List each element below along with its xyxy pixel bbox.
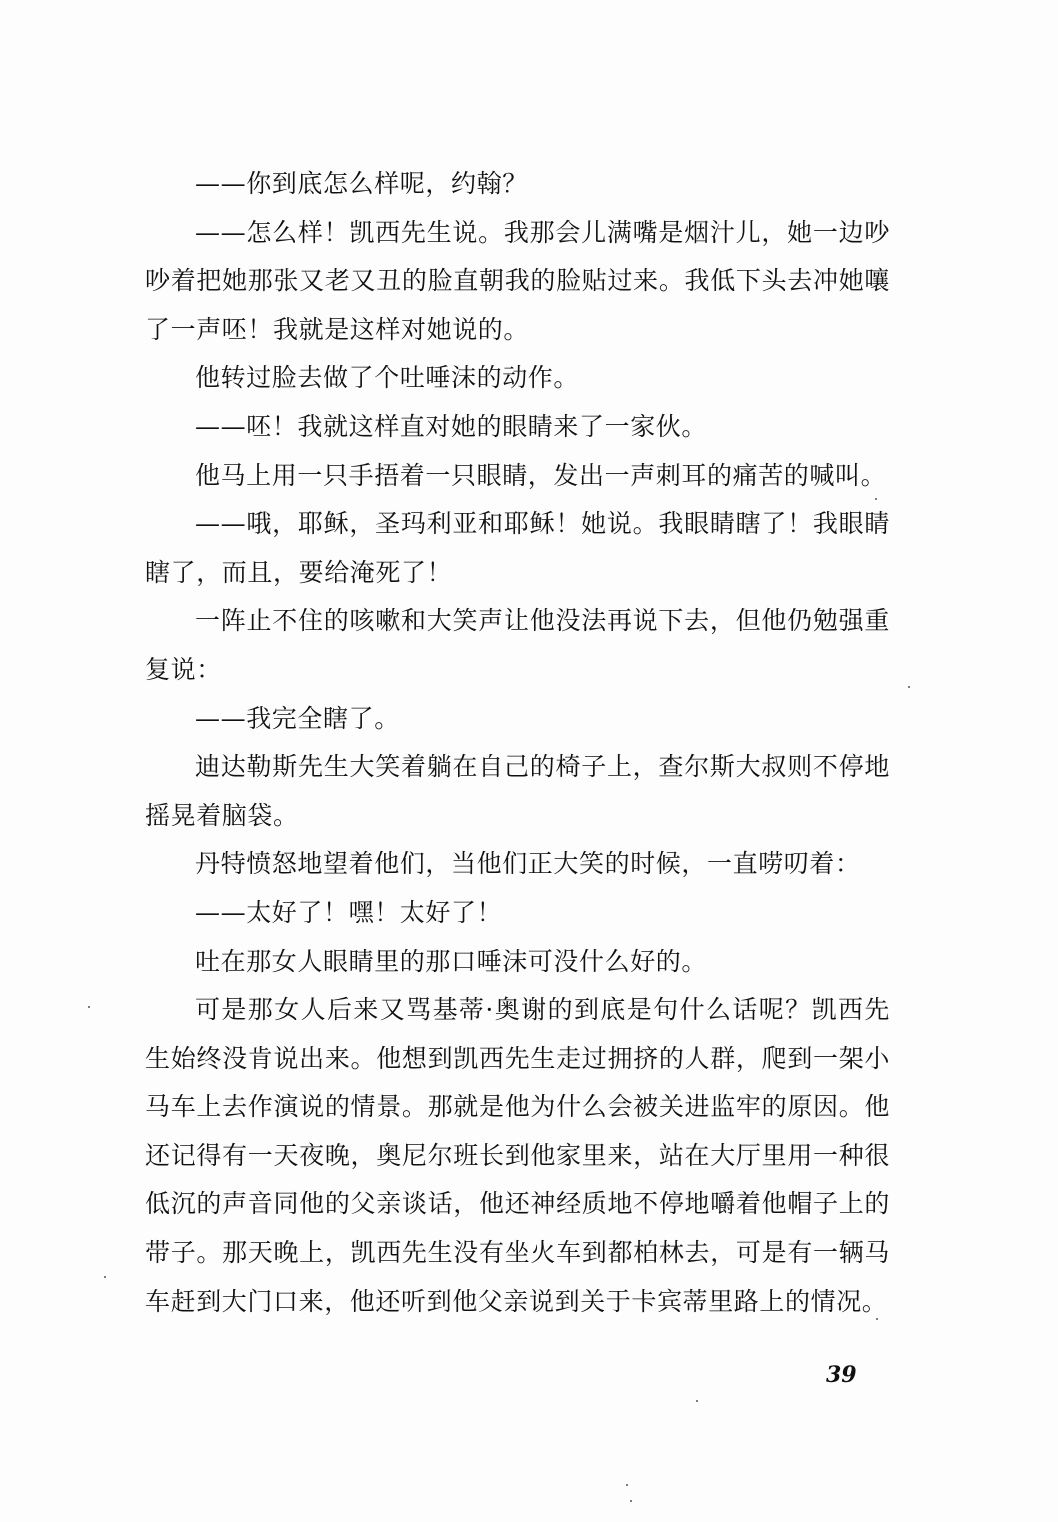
scan-speck [875,498,877,500]
paragraph: 他转过脸去做了个吐唾沫的动作。 [195,363,580,393]
paragraph: 一阵止不住的咳嗽和大笑声让他没法再说下去，但他仍勉强重复说： [145,606,890,684]
paragraph: 可是那女人后来又骂基蒂·奥谢的到底是句什么话呢？凯西先生始终没肯说出来。他想到凯西先生走过拥挤的人群，爬到一架小马车上去作演说的情景。那就是他为什么会被关进监牢的原因。他还记得有一天夜晚，奥尼尔班长到他家里来，站在大厅里用一种很低沉的声音同他的父亲谈话，他还神经质地不停地嚼着他帽子上的带子。那天晚上，凯西先生没有坐火车到都柏林去，可是有一辆马车赶到大门口来，他还听到他父亲说到关于卡宾蒂里路上的情况。 [145,995,890,1316]
page-number: 39 [826,1362,857,1388]
scan-speck [876,1318,878,1320]
paragraph: ——你到底怎么样呢，约翰？ [195,169,528,198]
paragraph: 他马上用一只手捂着一只眼睛，发出一声刺耳的痛苦的喊叫。 [195,460,887,490]
paragraph: 迪达勒斯先生大笑着躺在自己的椅子上，查尔斯大叔则不停地摇晃着脑袋。 [145,752,890,830]
paragraph: ——怎么样！凯西先生说。我那会儿满嘴是烟汁儿，她一边吵吵着把她那张又老又丑的脸直朝我的脸贴过来。我低下头去冲她嚷了一声呸！我就是这样对她说的。 [145,217,890,344]
body-text [145,160,890,1326]
paragraph: ——哦，耶稣，圣玛利亚和耶稣！她说。我眼睛瞎了！我眼睛瞎了，而且，要给淹死了！ [145,509,890,587]
scan-speck [88,1006,90,1008]
paragraph: 丹特愤怒地望着他们，当他们正大笑的时候，一直唠叨着： [195,849,861,879]
scan-speck [630,1500,632,1502]
paragraph: 吐在那女人眼睛里的那口唾沫可没什么好的。 [195,946,708,976]
paragraph: ——我完全瞎了。 [195,703,400,733]
paragraph: ——太好了！嘿！太好了！ [195,897,503,927]
scan-speck [104,1276,106,1278]
scan-speck [908,686,910,688]
scan-speck [626,1484,628,1486]
paragraph: ——呸！我就这样直对她的眼睛来了一家伙。 [195,411,708,441]
scan-speck [696,1400,698,1402]
